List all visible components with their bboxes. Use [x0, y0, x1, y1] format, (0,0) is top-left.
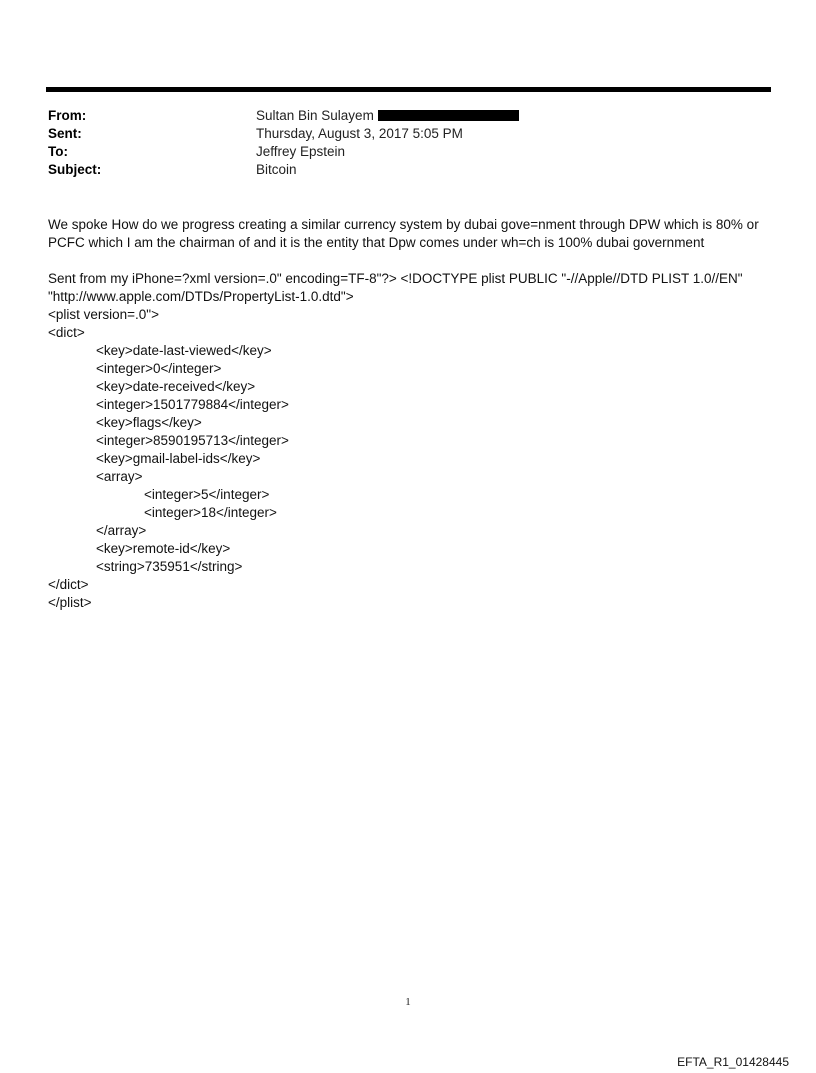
subject-value: Bitcoin: [256, 162, 297, 177]
body-line-2: PCFC which I am the chairman of and it is the entity that Dpw comes under wh=ch is 100% dubai government: [48, 235, 705, 250]
paragraph-gap: [48, 252, 768, 270]
plist-line: <plist version=.0">: [48, 307, 159, 322]
plist-line: <array>: [96, 469, 143, 484]
to-row: [48, 143, 768, 161]
plist-line: <integer>5</integer>: [144, 487, 270, 502]
plist-line: <integer>0</integer>: [96, 361, 222, 376]
subject-label: Subject:: [48, 162, 102, 177]
email-header: [48, 107, 768, 179]
plist-line: <key>gmail-label-ids</key>: [96, 451, 261, 466]
plist-line: <key>date-received</key>: [96, 379, 256, 394]
plist-line: <string>735951</string>: [96, 559, 243, 574]
plist-line: </plist>: [48, 595, 92, 610]
from-value: [256, 107, 519, 125]
plist-line: <key>flags</key>: [96, 415, 202, 430]
plist-line: <key>remote-id</key>: [96, 541, 231, 556]
plist-line: </dict>: [48, 577, 89, 592]
sent-value: Thursday, August 3, 2017 5:05 PM: [256, 126, 463, 141]
to-value: Jeffrey Epstein: [256, 144, 346, 159]
plist-line: </array>: [96, 523, 147, 538]
signature-line: Sent from my iPhone=?xml version=.0" encoding=TF-8"?> <!DOCTYPE plist PUBLIC "-//Apple//DTD PLIST 1.0//EN": [48, 271, 743, 286]
plist-line: <integer>18</integer>: [144, 505, 277, 520]
page-number: 1: [405, 996, 411, 1008]
email-body: [48, 216, 768, 612]
plist-line: <integer>8590195713</integer>: [96, 433, 289, 448]
document-id: EFTA_R1_01428445: [677, 1055, 789, 1069]
header-divider: [46, 87, 771, 92]
from-label: From:: [48, 108, 87, 123]
plist-line: <integer>1501779884</integer>: [96, 397, 289, 412]
from-row: [48, 107, 768, 125]
sent-row: [48, 125, 768, 143]
body-line-1: We spoke How do we progress creating a similar currency system by dubai gove=nment through DPW which is 80% or: [48, 217, 759, 232]
subject-row: [48, 161, 768, 179]
dtd-line: "http://www.apple.com/DTDs/PropertyList-1.0.dtd">: [48, 289, 354, 304]
redaction-bar: [378, 110, 519, 121]
plist-line: <dict>: [48, 325, 85, 340]
to-label: To:: [48, 144, 68, 159]
sender-name: Sultan Bin Sulayem: [256, 108, 374, 123]
sent-label: Sent:: [48, 126, 82, 141]
plist-line: <key>date-last-viewed</key>: [96, 343, 272, 358]
